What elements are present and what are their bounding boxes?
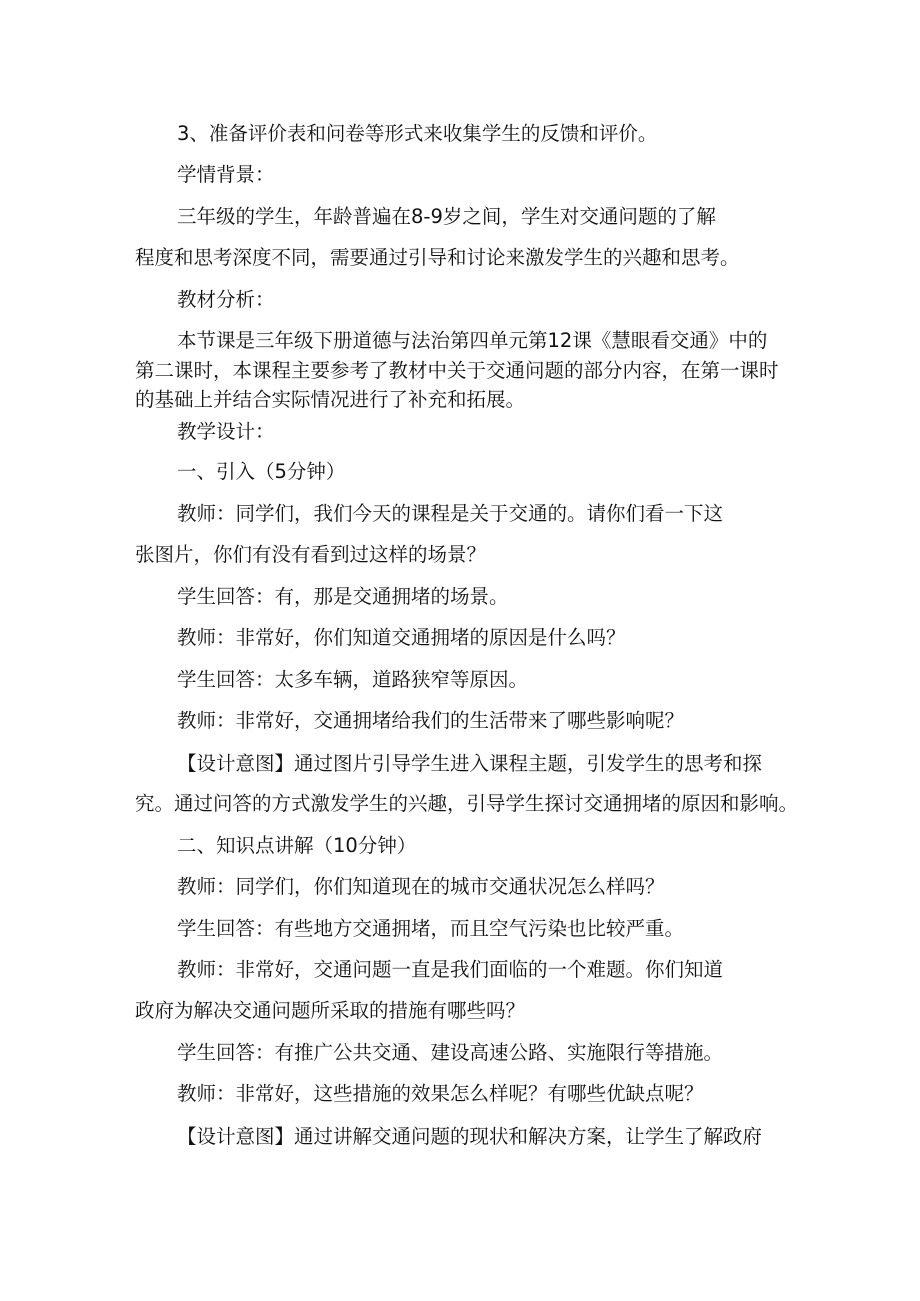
- text-line-teacher-2: 教师：非常好，你们知道交通拥堵的原因是什么吗？: [177, 626, 626, 649]
- heading-section-knowledge: 二、知识点讲解（10分钟）: [177, 834, 417, 857]
- text-line-student-3: 学生回答：有些地方交通拥堵，而且空气污染也比较严重。: [177, 917, 685, 940]
- text-line-student-1: 学生回答：有，那是交通拥堵的场景。: [177, 585, 509, 608]
- text-line-textbook-analysis-2: 第二课时，本课程主要参考了教材中关于交通问题的部分内容，在第一课时: [135, 359, 779, 382]
- text-line-student-2: 学生回答：太多车辆，道路狭窄等原因。: [177, 668, 529, 691]
- text-line-textbook-analysis-1: 本节课是三年级下册道德与法治第四单元第12课《慧眼看交通》中的: [177, 329, 768, 352]
- text-line-design-intent-1-cont: 究。通过问答的方式激发学生的兴趣，引导学生探讨交通拥堵的原因和影响。: [135, 792, 799, 815]
- text-line-textbook-analysis-3: 的基础上并结合实际情况进行了补充和拓展。: [135, 388, 526, 411]
- text-line-teacher-4: 教师：同学们，你们知道现在的城市交通状况怎么样吗？: [177, 875, 665, 898]
- heading-section-introduction: 一、引入（5分钟）: [177, 460, 346, 483]
- heading-teaching-design: 教学设计：: [177, 420, 275, 443]
- text-line-design-intent-2: 【设计意图】通过讲解交通问题的现状和解决方案，让学生了解政府: [177, 1125, 763, 1148]
- text-line-teacher-6: 教师：非常好，这些措施的效果怎么样呢？有哪些优缺点呢？: [177, 1082, 704, 1105]
- text-line-teacher-5: 教师：非常好，交通问题一直是我们面临的一个难题。你们知道: [177, 958, 724, 981]
- text-line-teacher-5-cont: 政府为解决交通问题所采取的措施有哪些吗？: [135, 999, 526, 1022]
- text-line-design-intent-1: 【设计意图】通过图片引导学生进入课程主题，引发学生的思考和探: [177, 752, 763, 775]
- heading-textbook-analysis: 教材分析：: [177, 288, 275, 311]
- text-line-teacher-1: 教师：同学们，我们今天的课程是关于交通的。请你们看一下这: [177, 502, 724, 525]
- text-line-teacher-1-cont: 张图片，你们有没有看到过这样的场景？: [135, 543, 487, 566]
- text-line-teacher-3: 教师：非常好，交通拥堵给我们的生活带来了哪些影响呢？: [177, 709, 685, 732]
- text-line-student-background-1: 三年级的学生，年龄普遍在8-9岁之间，学生对交通问题的了解: [177, 205, 716, 228]
- heading-student-background: 学情背景：: [177, 163, 275, 186]
- text-line-prep-item-3: 3、准备评价表和问卷等形式来收集学生的反馈和评价。: [177, 122, 658, 145]
- text-line-student-background-2: 程度和思考深度不同，需要通过引导和讨论来激发学生的兴趣和思考。: [135, 246, 740, 269]
- text-line-student-4: 学生回答：有推广公共交通、建设高速公路、实施限行等措施。: [177, 1041, 724, 1064]
